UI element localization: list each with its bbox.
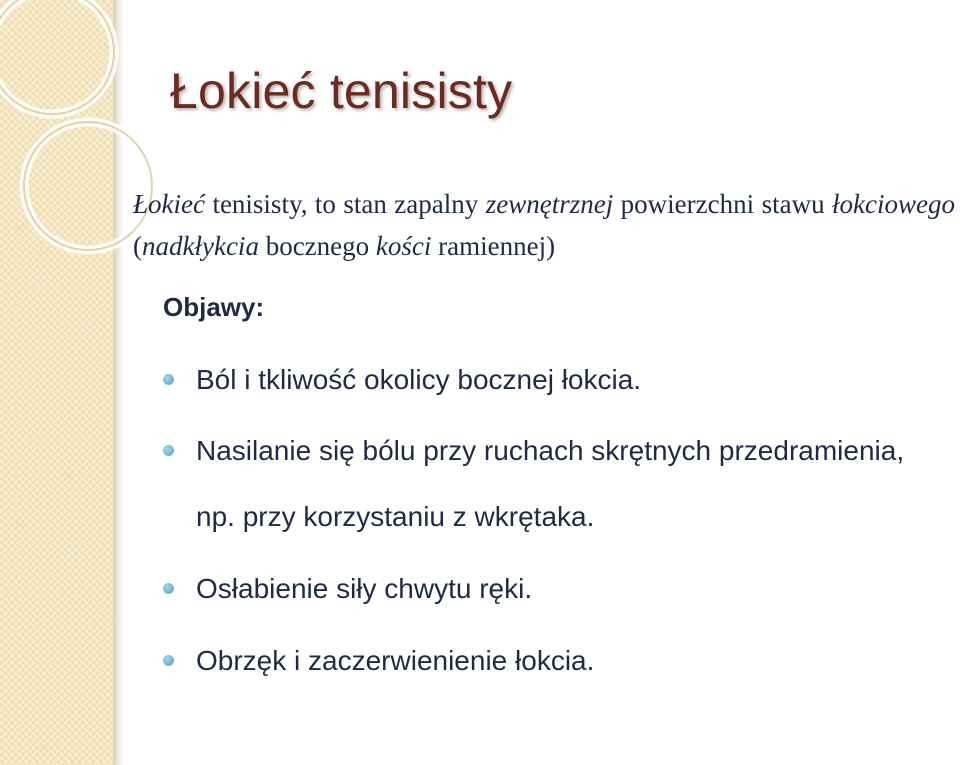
- intro-text-5: ramiennej): [431, 231, 556, 261]
- intro-paragraph: [133, 183, 955, 267]
- slide-title: Łokieć tenisisty: [170, 63, 513, 119]
- intro-text-3: (: [133, 231, 142, 261]
- list-item: [163, 569, 943, 608]
- bullet-dot-icon: [163, 583, 174, 594]
- intro-term-lokiec: Łokieć: [133, 189, 205, 219]
- bullet-dot-icon: [163, 374, 174, 385]
- symptoms-list: [163, 360, 943, 680]
- intro-term-kosci: kości: [375, 231, 432, 261]
- bullet-dot-icon: [163, 445, 174, 456]
- list-item: [163, 360, 943, 399]
- list-item-text: Osłabienie siły chwytu ręki.: [196, 573, 533, 604]
- intro-text-2: powierzchni stawu: [613, 189, 833, 219]
- intro-term-zewnetrznej: zewnętrznej: [485, 189, 614, 219]
- list-item: [163, 418, 943, 550]
- list-item: [163, 641, 943, 680]
- intro-term-nadklykcia: nadkłykcia: [142, 231, 259, 261]
- bullet-dot-icon: [163, 655, 174, 666]
- list-item-text: Obrzęk i zaczerwienienie łokcia.: [196, 645, 595, 676]
- list-item-text: Ból i tkliwość okolicy bocznej łokcia.: [196, 364, 642, 395]
- intro-term-lokciowego: łokciowego: [832, 189, 955, 219]
- intro-text-4: bocznego: [258, 231, 376, 261]
- symptoms-heading: Objawy:: [163, 292, 265, 322]
- decorative-ring-top: [0, 0, 114, 114]
- list-item-text: Nasilanie się bólu przy ruchach skrętnych przedramienia, np. przy korzystaniu z wkrętaka.: [196, 435, 905, 532]
- intro-text-1: tenisisty, to stan zapalny: [204, 189, 486, 219]
